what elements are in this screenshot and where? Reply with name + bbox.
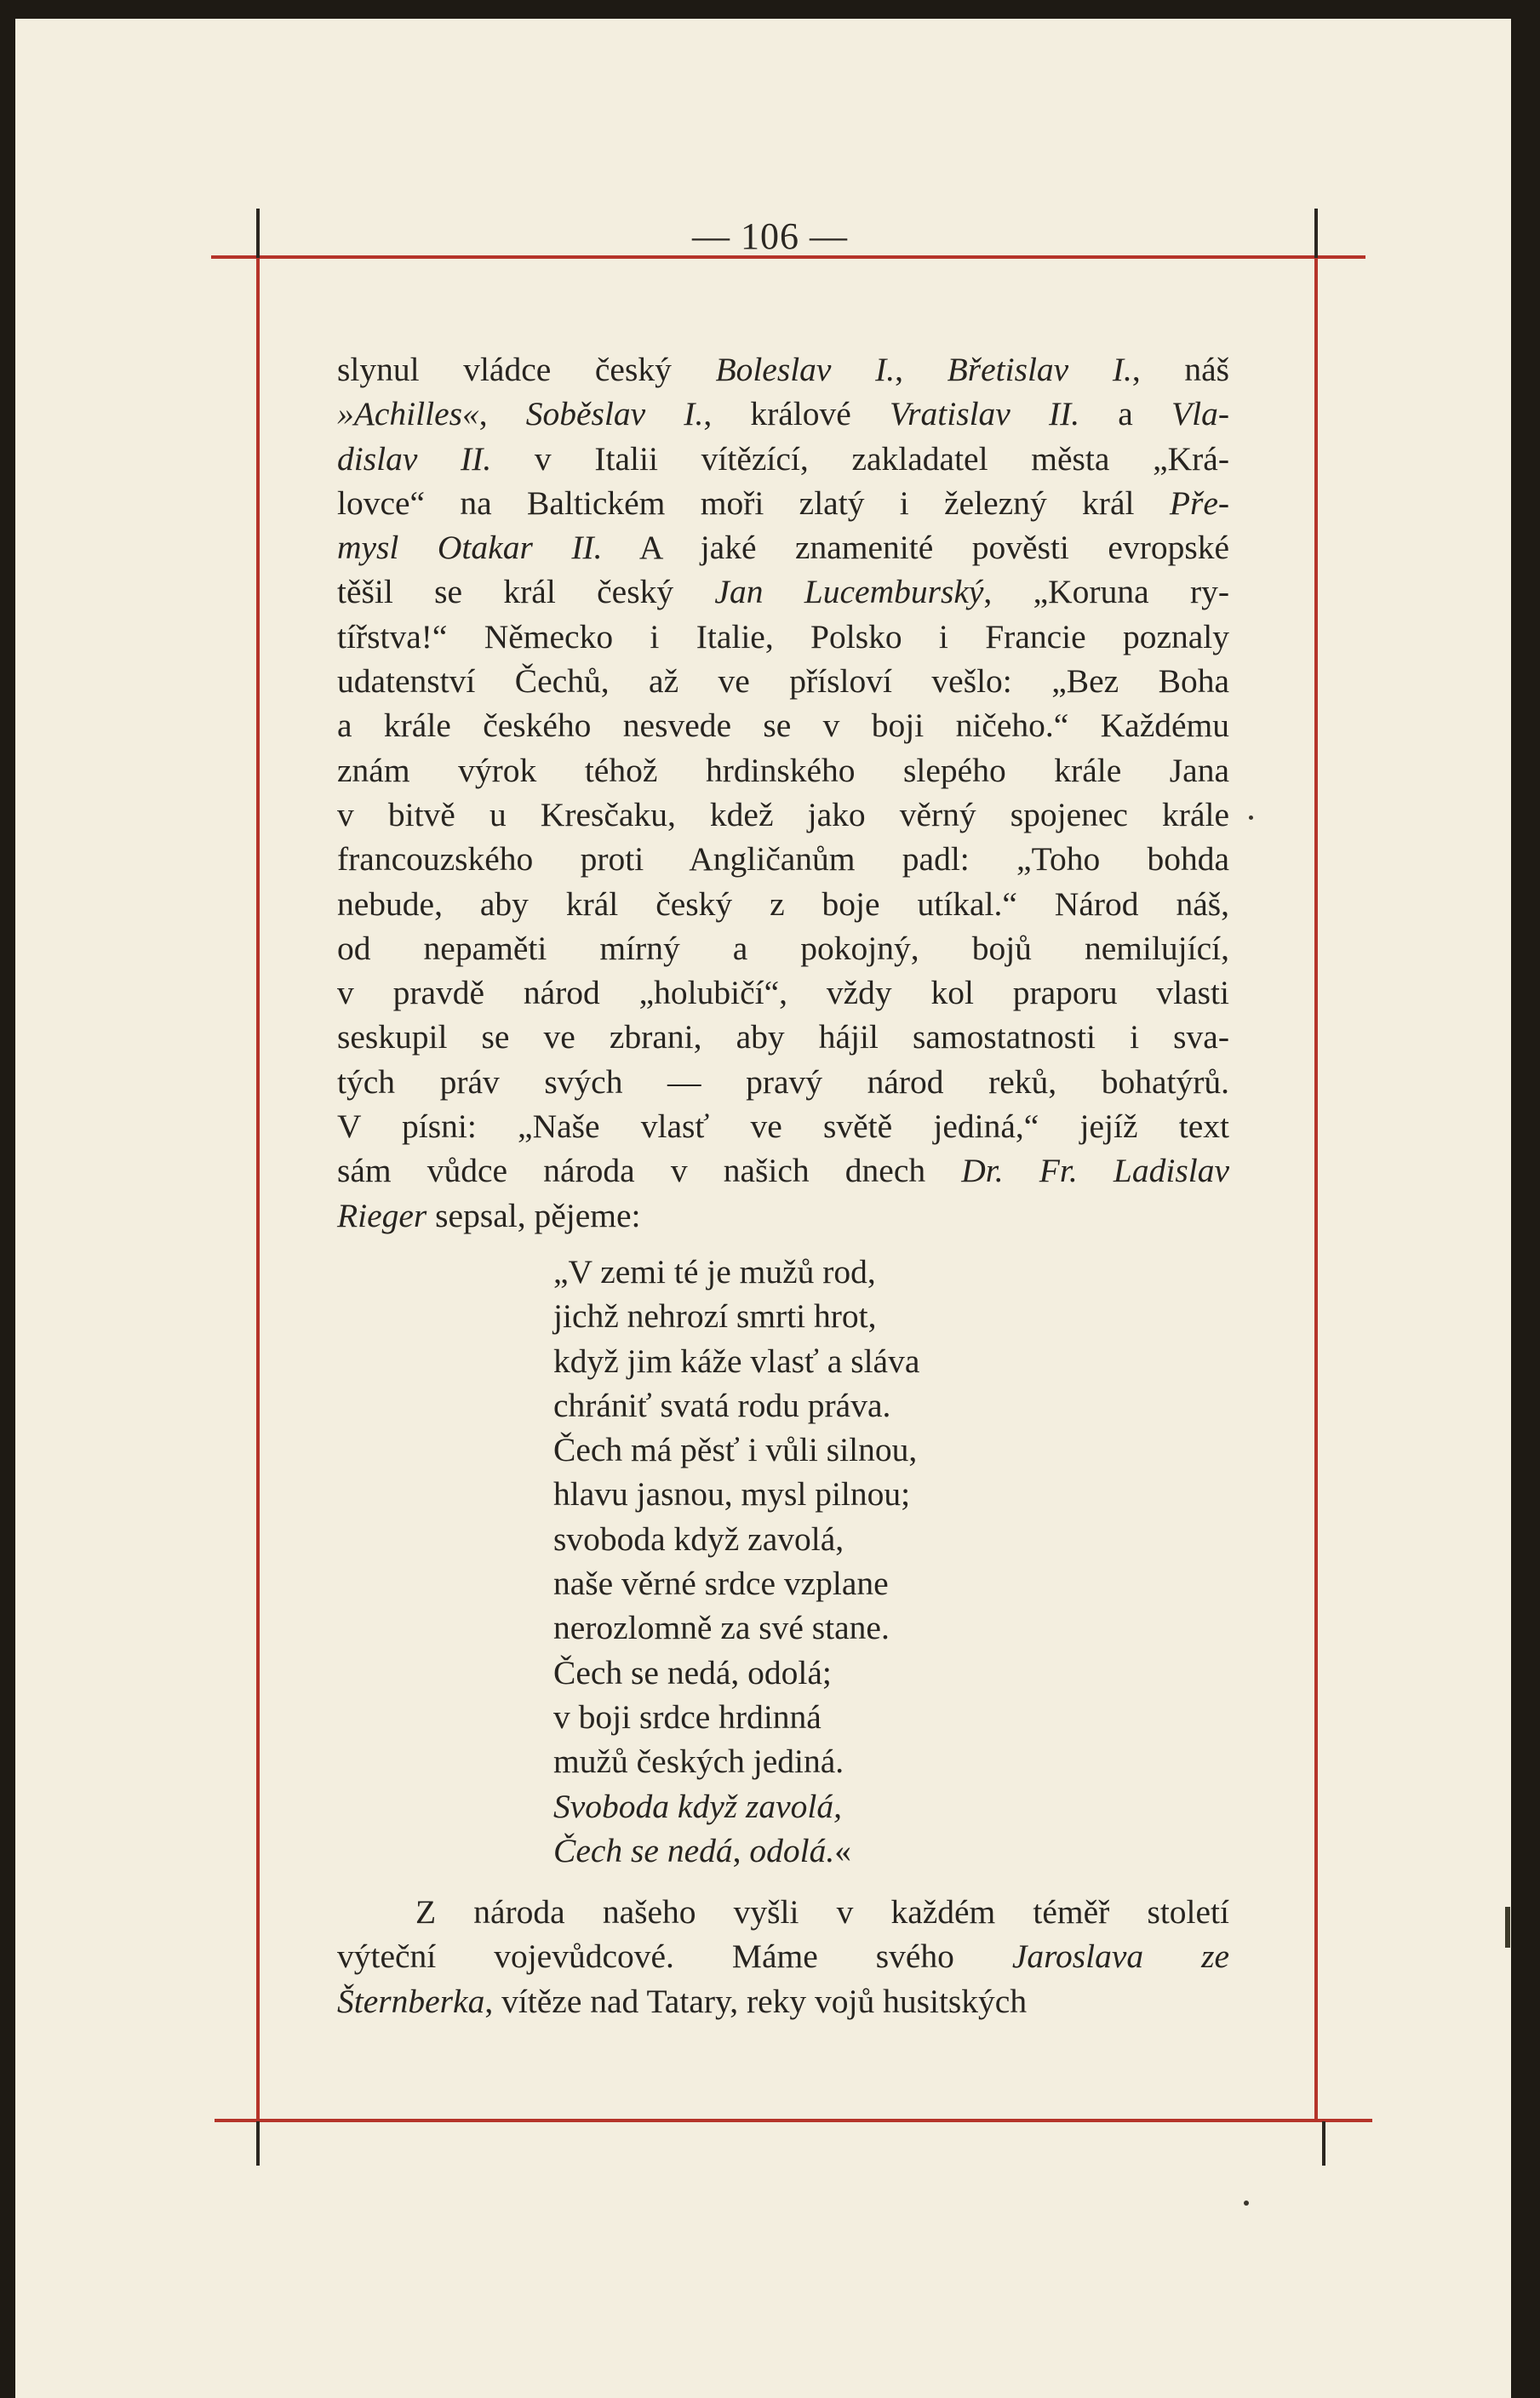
text-run: těšil se král český [337,573,715,611]
italic-name: Jan Lucemburský [714,573,984,611]
text-line [337,837,1229,881]
italic-name: Dr. Fr. Ladislav [961,1152,1229,1190]
text-run: sepsal, pějeme: [427,1196,641,1234]
text-run: seskupil se ve zbrani, aby hájil samostatnosti i sva- [337,1018,1229,1056]
italic-name: Šternberka [337,1982,485,2020]
text-line [337,970,1229,1015]
text-run: Čech má pěsť i vůli silnou, [553,1431,918,1469]
text-run: mužů českých jediná. [553,1743,844,1781]
italic-name: Vratislav II. [889,395,1080,433]
text-run: slynul vládce český [337,351,716,388]
text-line [337,1104,1229,1148]
frame-left-rule [256,257,260,2121]
text-line [337,615,1229,659]
speck-mark [1249,816,1253,820]
text-run: „V zemi té je mužů rod, [553,1252,876,1291]
text-run: chrániť svatá rodu práva. [553,1386,891,1424]
text-run: , králové [703,395,890,433]
text-run: a [1079,395,1171,433]
page-number: — 106 — [692,215,848,257]
verse-line [553,1472,1229,1516]
text-line [337,525,1229,569]
verse-line [553,1829,1229,1873]
verse-block [553,1250,1229,1873]
text-line [337,703,1229,747]
text-run: nebude, aby král český z boje utíkal.“ Národ náš, [337,884,1229,923]
verse-line [553,1428,1229,1472]
text-run: nerozlomně za své stane. [553,1609,890,1647]
text-run: od nepaměti mírný a pokojný, bojů nemilující, [337,929,1229,967]
text-line [337,1979,1229,2023]
italic-name: Vla- [1171,395,1229,433]
text-line [337,392,1229,436]
text-run: udatenství Čechů, až ve přísloví vešlo: „Bez Boha [337,662,1229,701]
verse-line [553,1561,1229,1605]
verse-line [553,1784,1229,1829]
text-run: , [732,1831,750,1869]
text-run: a krále českého nesvede se v boji ničeho.“ Každému [337,707,1229,745]
text-run: , [895,351,947,388]
text-line [337,1148,1229,1193]
verse-line [553,1339,1229,1383]
text-run: výteční vojevůdcové. Máme svého [337,1937,1012,1976]
text-run: Z národa našeho vyšli v každém téměř století [415,1893,1229,1932]
text-run: , „Koruna ry- [983,573,1229,611]
text-run: Čech se nedá, odolá; [553,1653,832,1691]
text-run: sám vůdce národa v našich dnech [337,1152,962,1190]
verse-line [553,1294,1229,1338]
italic-name: Rieger [337,1196,427,1234]
text-line [337,1934,1229,1978]
italic-name: Čech se nedá [553,1831,733,1869]
text-run: V písni: „Naše vlasť ve světě jediná,“ jejíž text [337,1107,1229,1146]
verse-line [553,1695,1229,1739]
text-line [337,437,1229,481]
text-run: hlavu jasnou, mysl pilnou; [553,1475,911,1514]
text-run: , náš [1131,351,1230,388]
body-text [337,347,1229,2023]
text-line [337,1015,1229,1059]
text-run: jichž nehrozí smrti hrot, [553,1297,877,1336]
bottom-left-tick [256,2121,260,2166]
verse-line [553,1517,1229,1561]
italic-name: Soběslav I. [525,395,704,433]
text-run: tých práv svých — pravý národ reků, bohatýrů. [337,1062,1229,1101]
text-run: lovce“ na Baltickém moři zlatý i železný král [337,484,1170,522]
binding-edge-mark [1505,1907,1510,1948]
verse-line [553,1383,1229,1428]
paragraph-2 [337,1890,1229,2023]
italic-name: Břetislav I. [947,351,1132,388]
frame-bottom-rule [215,2119,1372,2122]
text-run: svoboda když zavolá, [553,1519,844,1558]
verse-line [553,1605,1229,1650]
bottom-right-tick [1322,2121,1325,2166]
text-run: v Italii vítězící, zakladatel města „Krá- [491,439,1229,478]
paragraph-1 [337,347,1229,1238]
text-line [337,1060,1229,1104]
text-line [337,1890,1229,1934]
verse-line [553,1250,1229,1294]
text-line [337,882,1229,926]
text-run: v pravdě národ „holubičí“, vždy kol praporu vlasti [337,974,1229,1012]
italic-name: Pře- [1169,484,1229,522]
text-run: znám výrok téhož hrdinského slepého krále Jana [337,751,1229,789]
speck-mark [1244,2201,1249,2206]
italic-name: »Achilles« [337,395,479,433]
italic-name: Boleslav I. [715,351,896,388]
text-line [337,1193,1229,1238]
text-run: , vítěze nad Tatary, reky vojů husitských [484,1982,1028,2020]
italic-name: Jaroslava ze [1011,1937,1229,1976]
frame-right-rule [1314,257,1318,2121]
text-run: když jim káže vlasť a sláva [553,1342,920,1380]
italic-name: dislav II. [337,439,492,478]
text-run: , [478,395,526,433]
text-line [337,569,1229,614]
text-run: v bitvě u Kresčaku, kdež jako věrný spojenec krále [337,795,1229,833]
text-line [337,926,1229,970]
text-run: « [834,1831,851,1869]
italic-name: odolá. [749,1831,835,1869]
text-run: naše věrné srdce vzplane [553,1565,889,1603]
verse-line [553,1739,1229,1783]
text-line [337,793,1229,837]
italic-name: Svoboda když zavolá, [553,1787,842,1825]
text-line [337,481,1229,525]
verse-line [553,1651,1229,1695]
text-run: A jaké znamenité pověsti evropské [602,529,1229,567]
text-line [337,347,1229,392]
text-line [337,659,1229,703]
italic-name: mysl Otakar II. [337,529,603,567]
text-run: tířstva!“ Německo i Italie, Polsko i Francie poznaly [337,617,1229,655]
text-run: francouzského proti Angličanům padl: „Toho bohda [337,840,1229,879]
text-line [337,748,1229,793]
text-run: v boji srdce hrdinná [553,1697,822,1736]
